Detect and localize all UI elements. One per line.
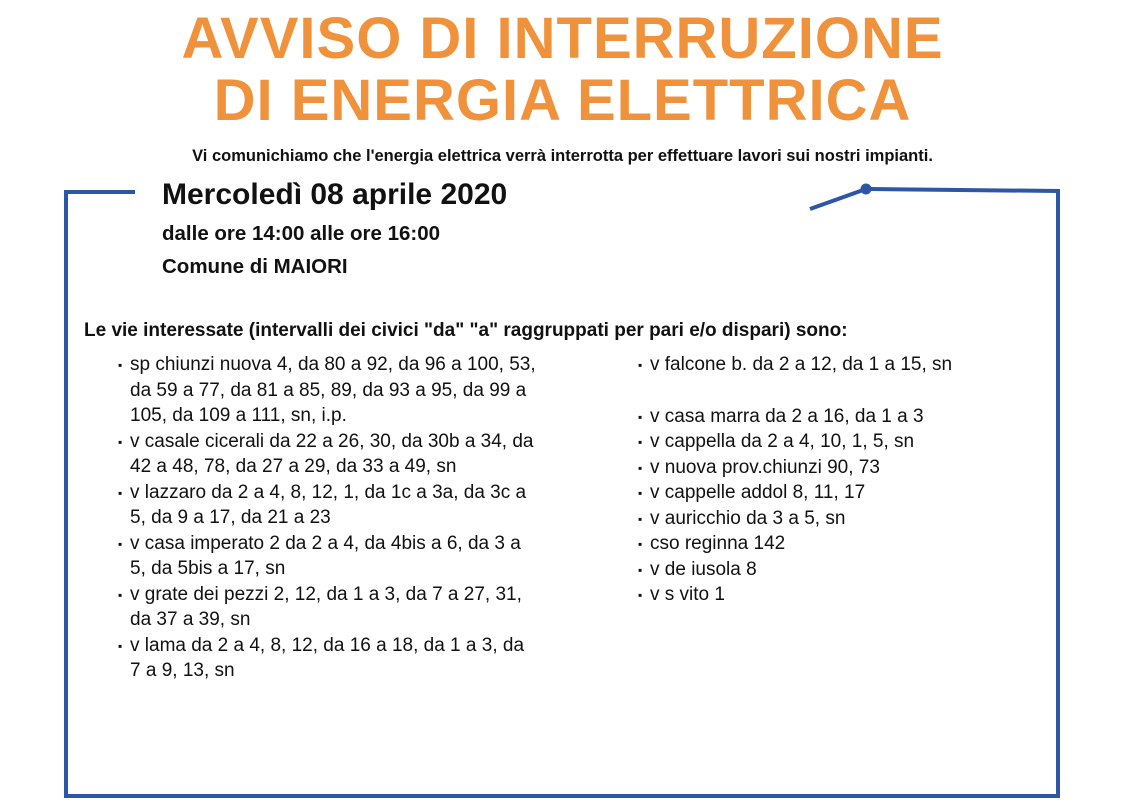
streets-list-left bbox=[116, 352, 536, 684]
square-bullet-icon: ▪ bbox=[118, 434, 123, 449]
list-item: ▪ v casa marra da 2 a 16, da 1 a 3 bbox=[638, 405, 924, 427]
list-item: ▪ v s vito 1 bbox=[638, 584, 725, 605]
title-line-1: AVVISO DI INTERRUZIONE bbox=[181, 6, 944, 71]
square-bullet-icon: ▪ bbox=[638, 486, 643, 500]
square-bullet-icon: ▪ bbox=[638, 409, 643, 424]
list-item: ▪ v grate dei pezzi 2, 12, da 1 a 3, da 7 a 27, 31, da 37 a 39, sn bbox=[118, 583, 522, 630]
list-item: ▪ v de iusola 8 bbox=[638, 558, 757, 580]
frame-accent-line bbox=[810, 189, 866, 209]
square-bullet-icon: ▪ bbox=[638, 537, 643, 551]
list-item: ▪ v casale cicerali da 22 a 26, 30, da 30b a 34, da 42 a 48, 78, da 27 a 29, da 33 a 49, sn bbox=[118, 430, 534, 477]
list-item: ▪ v casa imperato 2 da 2 a 4, da 4bis a 6, da 3 a 5, da 5bis a 17, sn bbox=[118, 532, 521, 579]
notice-title bbox=[0, 8, 1125, 132]
outage-time: dalle ore 14:00 alle ore 16:00 bbox=[162, 222, 441, 245]
square-bullet-icon: ▪ bbox=[638, 460, 643, 475]
list-item: ▪ cso reginna 142 bbox=[638, 533, 786, 554]
square-bullet-icon: ▪ bbox=[118, 358, 123, 372]
title-line-2: DI ENERGIA ELETTRICA bbox=[213, 68, 912, 133]
notice-subtitle: Vi comunichiamo che l'energia elettrica verrà interrotta per effettuare lavori sui nostri impianti. bbox=[192, 147, 933, 165]
square-bullet-icon: ▪ bbox=[118, 587, 123, 602]
square-bullet-icon: ▪ bbox=[638, 511, 643, 526]
list-item: ▪ v cappelle addol 8, 11, 17 bbox=[638, 482, 866, 503]
square-bullet-icon: ▪ bbox=[638, 562, 643, 577]
frame-accent-dot bbox=[861, 184, 872, 195]
outage-comune: Comune di MAIORI bbox=[162, 255, 348, 278]
square-bullet-icon: ▪ bbox=[118, 536, 123, 551]
list-item: ▪ v nuova prov.chiunzi 90, 73 bbox=[638, 456, 880, 478]
streets-intro: Le vie interessate (intervalli dei civici "da" "a" raggruppati per pari e/o dispari) sono: bbox=[84, 320, 848, 341]
list-item: ▪ v auricchio da 3 a 5, sn bbox=[638, 507, 846, 529]
list-item: ▪ v lazzaro da 2 a 4, 8, 12, 1, da 1c a 3a, da 3c a 5, da 9 a 17, da 21 a 23 bbox=[118, 481, 527, 528]
list-item: ▪ v falcone b. da 2 a 12, da 1 a 15, sn bbox=[638, 354, 953, 375]
outage-date: Mercoledì 08 aprile 2020 bbox=[162, 178, 508, 211]
square-bullet-icon: ▪ bbox=[638, 358, 643, 372]
list-item: ▪ v lama da 2 a 4, 8, 12, da 16 a 18, da 1 a 3, da 7 a 9, 13, sn bbox=[118, 634, 525, 681]
list-item: ▪ v cappella da 2 a 4, 10, 1, 5, sn bbox=[638, 431, 915, 452]
list-item: ▪ sp chiunzi nuova 4, da 80 a 92, da 96 a 100, 53, da 59 a 77, da 81 a 85, 89, da 93 a 95, da 99 a 105, da 109 a 111, sn, i.p. bbox=[118, 354, 536, 426]
square-bullet-icon: ▪ bbox=[638, 435, 643, 449]
streets-list-right bbox=[636, 352, 1056, 608]
square-bullet-icon: ▪ bbox=[118, 485, 123, 500]
square-bullet-icon: ▪ bbox=[638, 588, 643, 602]
square-bullet-icon: ▪ bbox=[118, 638, 123, 653]
